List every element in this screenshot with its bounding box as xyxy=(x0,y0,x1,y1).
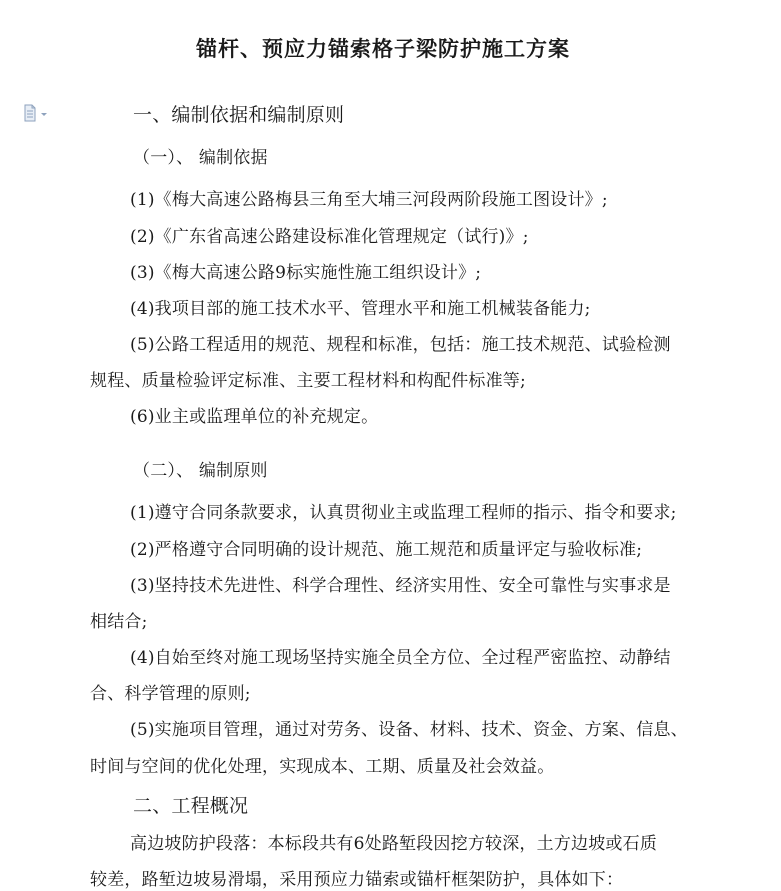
principle-item: (5)实施项目管理，通过对劳务、设备、材料、技术、资金、方案、信息、 xyxy=(130,720,688,740)
principle-item: (1)遵守合同条款要求，认真贯彻业主或监理工程师的指示、指令和要求; xyxy=(130,503,677,523)
section-heading-basis: 一、编制依据和编制原则 xyxy=(133,104,345,126)
principle-item-continued: 时间与空间的优化处理，实现成本、工期、质量及社会效益。 xyxy=(90,757,555,777)
section-heading-overview: 二、工程概况 xyxy=(133,795,249,817)
principle-item: (3)坚持技术先进性、科学合理性、经济实用性、安全可靠性与实事求是 xyxy=(130,576,671,596)
basis-item-continued: 规程、质量检验评定标准、主要工程材料和构配件标准等; xyxy=(90,371,526,391)
principle-item: (2)严格遵守合同明确的设计规范、施工规范和质量评定与验收标准; xyxy=(130,540,643,560)
basis-item: (3)《梅大高速公路9标实施性施工组织设计》; xyxy=(130,263,482,283)
overview-paragraph-line: 高边坡防护段落：本标段共有6处路堑段因挖方较深，土方边坡或石质 xyxy=(130,834,658,854)
document-title: 锚杆、预应力锚索格子梁防护施工方案 xyxy=(196,36,570,61)
basis-item: (4)我项目部的施工技术水平、管理水平和施工机械装备能力; xyxy=(130,299,591,319)
subsection-heading-principles: （二）、 编制原则 xyxy=(133,461,268,481)
basis-item: (2)《广东省高速公路建设标准化管理规定（试行)》; xyxy=(130,227,529,247)
subsection-heading-basis: （一）、 编制依据 xyxy=(133,148,268,168)
principle-item-continued: 合、科学管理的原则; xyxy=(90,684,251,704)
basis-item: (1)《梅大高速公路梅县三角至大埔三河段两阶段施工图设计》; xyxy=(130,190,608,210)
basis-item: (5)公路工程适用的规范、规程和标准，包括：施工技术规范、试验检测 xyxy=(130,335,671,355)
principle-item: (4)自始至终对施工现场坚持实施全员全方位、全过程严密监控、动静结 xyxy=(130,648,671,668)
basis-item: (6)业主或监理单位的补充规定。 xyxy=(130,407,379,427)
principle-item-continued: 相结合; xyxy=(90,612,148,632)
document-icon[interactable] xyxy=(22,104,52,122)
overview-paragraph-line: 较差，路堑边坡易滑塌，采用预应力锚索或锚杆框架防护，具体如下： xyxy=(90,870,624,890)
